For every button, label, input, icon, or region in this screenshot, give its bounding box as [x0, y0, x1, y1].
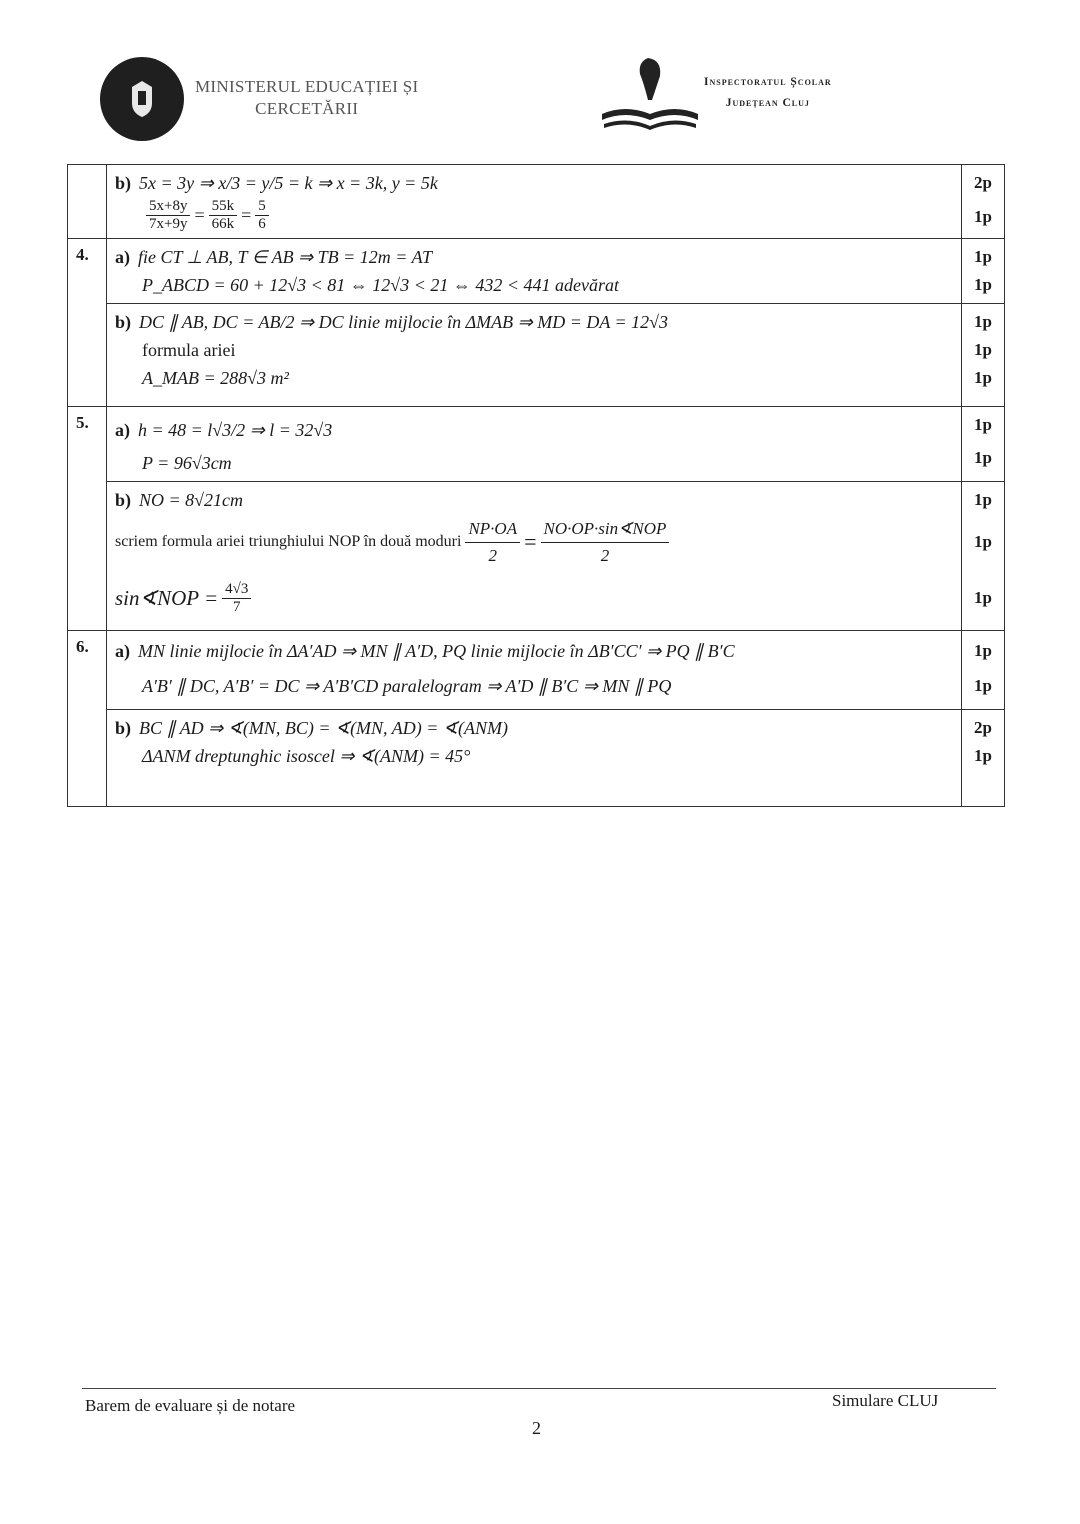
table-row: b) 5x = 3y ⇒ x/3 = y/5 = k ⇒ x = 3k, y = 5k $\frac{5x+8y}{7x+9y}$ = $\frac{55k}{66k}$ = $\frac{5}{6}$ 2p 1p — [68, 165, 1005, 239]
points: 1p — [974, 415, 992, 434]
footer-title: Barem de evaluare și de notare — [85, 1396, 296, 1415]
points: 2p — [974, 173, 992, 192]
item-label: b) — [115, 311, 132, 332]
points: 1p — [974, 368, 992, 387]
points: 2p — [974, 718, 992, 737]
solution-line: ΔANM dreptunghic isoscel ⇒ ∢(ANM) = 45° — [142, 745, 471, 766]
inspectorate-name: Inspectoratul Școlar Județean Cluj — [704, 76, 832, 109]
points: 1p — [974, 207, 992, 226]
fraction: $\frac{\text{NO·OP·sin∢NOP}}{2}$ — [541, 516, 670, 569]
solution-line: DC ∥ AB, DC = AB/2 ⇒ DC linie mijlocie în ΔMAB ⇒ MD = DA = 12√3 — [139, 311, 669, 332]
isj-book-pen-logo — [600, 54, 700, 134]
item-label: b) — [115, 717, 132, 738]
solution-line: A_MAB = 288√3 m² — [142, 367, 289, 388]
footer-divider — [82, 1388, 996, 1389]
fraction: $\frac{55k}{66k}$ — [209, 198, 238, 233]
points: 1p — [974, 641, 992, 660]
table-row — [68, 407, 1005, 482]
fraction: $\frac{5x+8y}{7x+9y}$ — [146, 198, 190, 233]
table-row: b) NO = 8√21cm scriem formula ariei triunghiului NOP în două moduri $\frac{NP\cdot OA}{2}$ = $\frac{\text{NO·OP·sin∢NOP}}{2}$ sin∢NOP = $\frac{4√3}{7}$ 1p 1p 1p — [68, 482, 1005, 631]
points: 1p — [974, 275, 992, 294]
item-number: 6. — [68, 631, 107, 807]
table-row — [68, 239, 1005, 304]
solution-line: fie CT ⊥ AB, T ∈ AB ⇒ TB = 12m = AT — [138, 246, 432, 267]
points: 1p — [974, 676, 992, 695]
solution-line: P_ABCD = 60 + 12√3 < 81 ⇔ 12√3 < 21 ⇔ 432 < 441 adevărat — [142, 274, 619, 295]
ministry-seal-logo — [100, 57, 184, 141]
item-label: b) — [115, 172, 132, 193]
solution-line: formula ariei — [142, 339, 236, 360]
points: 1p — [974, 490, 992, 509]
solution-line: MN linie mijlocie în ΔA′AD ⇒ MN ∥ A′D, PQ linie mijlocie în ΔB′CC′ ⇒ PQ ∥ B′C — [138, 640, 735, 661]
ministry-name: MINISTERUL EDUCAȚIEI ȘI CERCETĂRII — [195, 77, 419, 118]
fraction: $\frac{NP\cdot OA}{2}$ — [465, 516, 520, 569]
points: 1p — [974, 312, 992, 331]
solution-line: NO = 8√21cm — [139, 489, 244, 510]
footer-exam-name: Simulare CLUJ — [832, 1391, 939, 1410]
points: 1p — [974, 532, 992, 551]
points: 1p — [974, 448, 992, 467]
points: 1p — [974, 588, 992, 607]
item-label: a) — [115, 640, 130, 661]
fraction: $\frac{5}{6}$ — [255, 198, 269, 233]
solution-line: BC ∥ AD ⇒ ∢(MN, BC) = ∢(MN, AD) = ∢(ANM) — [139, 717, 508, 738]
item-number: 5. — [68, 407, 107, 631]
solution-line: 5x = 3y ⇒ x/3 = y/5 = k ⇒ x = 3k, y = 5k — [139, 172, 438, 193]
solution-line: h = 48 = l√3/2 ⇒ l = 32√3 — [138, 419, 333, 440]
item-label: a) — [115, 246, 130, 267]
solution-line: sin∢NOP = — [115, 585, 219, 610]
table-row — [68, 631, 1005, 710]
page-number: 2 — [532, 1418, 541, 1438]
solution-line: scriem formula ariei triunghiului NOP în două moduri — [115, 533, 462, 550]
item-number: 4. — [68, 239, 107, 407]
points: 1p — [974, 247, 992, 266]
table-row — [68, 304, 1005, 407]
solution-line: P = 96√3cm — [142, 452, 232, 473]
table-row — [68, 710, 1005, 807]
page-header — [0, 0, 1080, 150]
fraction: $\frac{4√3}{7}$ — [222, 581, 251, 616]
item-label: b) — [115, 489, 132, 510]
solution-line: A′B′ ∥ DC, A′B′ = DC ⇒ A′B′CD paralelogram ⇒ A′D ∥ B′C ⇒ MN ∥ PQ — [142, 675, 672, 696]
points: 1p — [974, 340, 992, 359]
scoring-table — [67, 164, 1005, 807]
points: 1p — [974, 746, 992, 765]
item-label: a) — [115, 419, 130, 440]
